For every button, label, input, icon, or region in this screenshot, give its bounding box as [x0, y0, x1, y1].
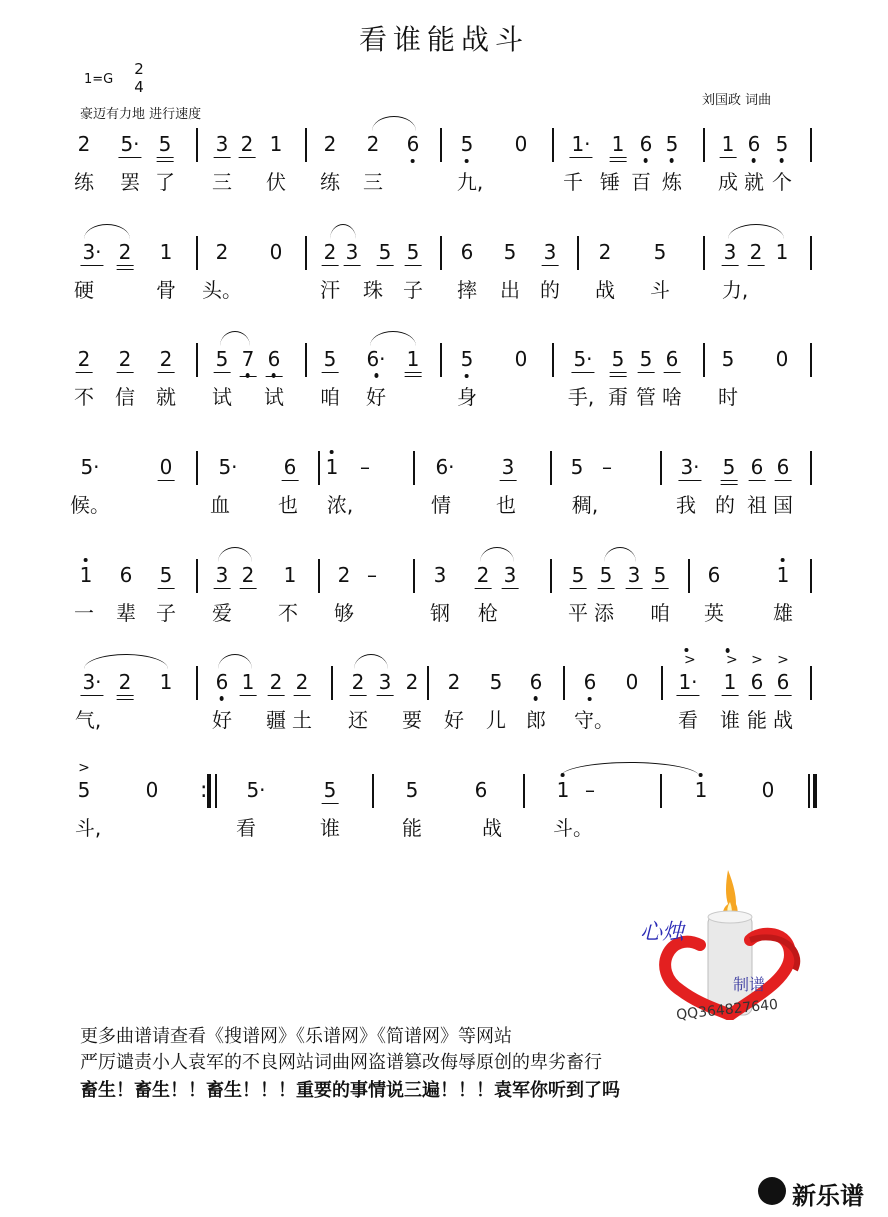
lyric: 力,: [721, 278, 749, 302]
key-signature: 1=G: [84, 72, 114, 87]
lyric: 伏: [266, 170, 286, 194]
lyric: 稠,: [571, 493, 599, 517]
note: 2: [337, 563, 351, 587]
note: > 6: [751, 670, 764, 694]
lyric: 九,: [456, 170, 484, 194]
note: 5: [460, 347, 474, 371]
note: 2: [269, 670, 283, 694]
lyric: 试: [212, 385, 232, 409]
lyric: 好: [212, 708, 232, 732]
lyric: 还: [348, 708, 368, 732]
lyric: 爱: [212, 601, 232, 625]
note: 5: [665, 132, 679, 156]
note: 3·: [82, 240, 102, 264]
note: 3: [501, 455, 515, 479]
lyric: 甭: [608, 385, 628, 409]
note: 0: [761, 778, 775, 802]
lyric: 看: [236, 816, 256, 840]
note: 2: [405, 670, 419, 694]
note: 1: [775, 240, 789, 264]
note: 5·: [80, 455, 100, 479]
note: > 6: [777, 670, 790, 694]
lyric: 浓,: [326, 493, 354, 517]
lyric: 血: [210, 493, 230, 517]
note: 0: [159, 455, 173, 479]
lyric: 三: [212, 170, 232, 194]
lyric: 时: [718, 385, 738, 409]
lyric: 看: [678, 708, 698, 732]
lyric: 英: [704, 601, 724, 625]
note: 0: [145, 778, 159, 802]
note: 5: [722, 455, 736, 479]
lyric: 情: [431, 493, 451, 517]
lyric: 疆: [266, 708, 286, 732]
note: 2: [351, 670, 365, 694]
lyric: 摔: [457, 278, 477, 302]
note: 7: [241, 347, 255, 371]
logo-qq-text: QQ364827640: [675, 996, 779, 1024]
note: 5·: [218, 455, 238, 479]
note: 3: [503, 563, 517, 587]
note: 5: [599, 563, 613, 587]
lyric: 土: [292, 708, 312, 732]
note: 0: [775, 347, 789, 371]
note: 1: [694, 778, 708, 802]
lyric: 个: [772, 170, 792, 194]
lyric: 战: [595, 278, 615, 302]
score-row-1: [0, 132, 888, 222]
note: –: [602, 455, 612, 479]
lyric: 不: [74, 385, 94, 409]
lyric: 也: [496, 493, 516, 517]
note: 2: [118, 670, 132, 694]
lyric: 管: [636, 385, 656, 409]
footer-line-3: 畜生！畜生！！畜生！！！重要的事情说三遍！！！袁军你听到了吗: [80, 1080, 620, 1101]
lyric: 骨: [156, 278, 176, 302]
tempo-marking: 豪迈有力地 进行速度: [80, 107, 202, 122]
lyric: 国: [773, 493, 793, 517]
note: 3: [215, 132, 229, 156]
note: 6: [583, 670, 597, 694]
note: > 1·: [678, 670, 697, 694]
lyric: 的: [715, 493, 735, 517]
note: 1: [611, 132, 625, 156]
note: 3: [627, 563, 641, 587]
score-row-6: [0, 670, 888, 760]
note: 5·: [120, 132, 140, 156]
note: 2: [241, 563, 255, 587]
note: 2: [476, 563, 490, 587]
lyric: 汗: [320, 278, 340, 302]
logo-name-text: 心烛: [640, 920, 685, 945]
note: 2: [323, 132, 337, 156]
lyric: 也: [278, 493, 298, 517]
lyric: 出: [500, 278, 520, 302]
note: 5: [460, 132, 474, 156]
footer-line-1: 更多曲谱请查看《搜谱网》《乐谱网》《简谱网》等网站: [80, 1026, 512, 1047]
lyric: 好: [366, 385, 386, 409]
note: 3: [543, 240, 557, 264]
note: 5: [323, 347, 337, 371]
lyric: 斗。: [553, 816, 593, 840]
lyric: 子: [403, 278, 423, 302]
note: 1: [325, 455, 339, 479]
note: –: [585, 778, 595, 802]
lyric: 要: [402, 708, 422, 732]
note: 2: [447, 670, 461, 694]
note: 5: [639, 347, 653, 371]
brand-name: 新乐谱: [792, 1182, 864, 1210]
lyric: 啥: [662, 385, 682, 409]
note: 5: [159, 563, 173, 587]
note: 6: [215, 670, 229, 694]
note: 6: [665, 347, 679, 371]
note: 3: [215, 563, 229, 587]
lyric: 就: [156, 385, 176, 409]
brand-disc-icon: [758, 1177, 786, 1205]
lyric: 雄: [773, 601, 793, 625]
logo-made-text: 制谱: [733, 975, 766, 994]
lyric: 了: [155, 170, 175, 194]
score-row-5: [0, 563, 888, 653]
note: 1: [159, 240, 173, 264]
note: 6: [529, 670, 543, 694]
note: 5·: [246, 778, 266, 802]
note: 5: [570, 455, 584, 479]
lyric: 子: [156, 601, 176, 625]
lyric: 能: [402, 816, 422, 840]
note: 5: [503, 240, 517, 264]
lyric: 好: [444, 708, 464, 732]
note: 6: [474, 778, 488, 802]
lyric: 罢: [120, 170, 140, 194]
lyric: 百: [631, 170, 651, 194]
lyric: 成: [718, 170, 738, 194]
lyric: 谁: [320, 816, 340, 840]
note: 0: [514, 347, 528, 371]
note: 0: [269, 240, 283, 264]
note: 2: [118, 240, 132, 264]
lyric: 一: [74, 601, 94, 625]
note: 6: [639, 132, 653, 156]
lyric: 硬: [74, 278, 94, 302]
note: 1: [283, 563, 297, 587]
note: 3: [433, 563, 447, 587]
note: 5: [653, 240, 667, 264]
note: 5: [405, 778, 419, 802]
note: 6: [750, 455, 764, 479]
lyric: 练: [320, 170, 340, 194]
note: 5·: [573, 347, 593, 371]
note: 1: [79, 563, 93, 587]
note: –: [367, 563, 377, 587]
note: 1: [269, 132, 283, 156]
lyric: 练: [74, 170, 94, 194]
lyric: 就: [744, 170, 764, 194]
footer-line-2: 严厉谴责小人袁军的不良网站词曲网盗谱篡改侮辱原创的卑劣畜行: [80, 1052, 602, 1073]
lyric: 咱: [320, 385, 340, 409]
note: 3: [723, 240, 737, 264]
note: 2: [749, 240, 763, 264]
lyric: 气,: [74, 708, 102, 732]
lyric: 够: [334, 601, 354, 625]
time-signature: [132, 60, 146, 96]
note: 5: [215, 347, 229, 371]
lyric: 我: [676, 493, 696, 517]
lyric: 斗,: [74, 816, 102, 840]
lyric: 头。: [202, 278, 242, 302]
lyric: 战: [773, 708, 793, 732]
lyric: 候。: [70, 493, 110, 517]
note: 2: [118, 347, 132, 371]
lyric: 咱: [650, 601, 670, 625]
lyric: 信: [115, 385, 135, 409]
note: 2: [159, 347, 173, 371]
note: 6: [460, 240, 474, 264]
score-row-4: [0, 455, 888, 545]
score-row-7: > 5 0 : 5· 5 5 6 1 – 1 0 斗, 看 谁 能 战 斗。: [0, 778, 888, 868]
lyric: 斗: [650, 278, 670, 302]
score-row-2: [0, 240, 888, 330]
note: 0: [625, 670, 639, 694]
lyric: 手,: [567, 385, 595, 409]
note: 1: [776, 563, 790, 587]
note: 2: [323, 240, 337, 264]
note: 5: [721, 347, 735, 371]
lyric: 添: [594, 601, 614, 625]
note: 5: [653, 563, 667, 587]
note: 5: [378, 240, 392, 264]
lyric: 儿: [486, 708, 506, 732]
note: 6: [776, 455, 790, 479]
note: 1: [159, 670, 173, 694]
lyric: 炼: [662, 170, 682, 194]
note: 6: [119, 563, 133, 587]
note: –: [360, 455, 370, 479]
lyric: 的: [540, 278, 560, 302]
lyric: 试: [264, 385, 284, 409]
note: 1: [556, 778, 570, 802]
lyric: 辈: [116, 601, 136, 625]
note: 5: [571, 563, 585, 587]
note: 6: [707, 563, 721, 587]
lyric: 三: [363, 170, 383, 194]
note: 5: [323, 778, 337, 802]
note: 2: [77, 347, 91, 371]
lyric: 战: [482, 816, 502, 840]
note: 5: [489, 670, 503, 694]
note: 6: [406, 132, 420, 156]
note: 6·: [435, 455, 455, 479]
note: 0: [514, 132, 528, 156]
note: 6: [283, 455, 297, 479]
note: > 5: [78, 778, 91, 802]
lyric: 锤: [600, 170, 620, 194]
lyric: 身: [457, 385, 477, 409]
note: 1·: [571, 132, 591, 156]
note: 3: [345, 240, 359, 264]
note: 5: [611, 347, 625, 371]
note: 5: [775, 132, 789, 156]
lyric: 能: [747, 708, 767, 732]
note: 2: [598, 240, 612, 264]
lyric: 郎: [526, 708, 546, 732]
note: 2: [366, 132, 380, 156]
score-row-3: [0, 347, 888, 437]
time-signature-top: 2: [134, 60, 144, 78]
note: 1: [721, 132, 735, 156]
lyric: 不: [278, 601, 298, 625]
lyric: 枪: [478, 601, 498, 625]
note: 2: [77, 132, 91, 156]
lyric: 谁: [720, 708, 740, 732]
lyric: 千: [563, 170, 583, 194]
note: 2: [240, 132, 254, 156]
lyric: 钢: [430, 601, 450, 625]
lyric: 祖: [747, 493, 767, 517]
lyric: 珠: [363, 278, 383, 302]
note: 1: [406, 347, 420, 371]
note: > 1: [724, 670, 737, 694]
note: 1: [241, 670, 255, 694]
lyric: 守。: [574, 708, 614, 732]
note: 2: [295, 670, 309, 694]
note: 3: [378, 670, 392, 694]
note: 6: [267, 347, 281, 371]
note: 5: [406, 240, 420, 264]
time-signature-bottom: 4: [134, 78, 144, 96]
note: 6·: [366, 347, 386, 371]
note: 3·: [82, 670, 102, 694]
lyric: 平: [568, 601, 588, 625]
composer-credit: 刘国政 词曲: [702, 93, 772, 108]
page-title: 看谁能战斗: [358, 23, 529, 56]
note: 5: [158, 132, 172, 156]
note: 6: [747, 132, 761, 156]
note: 2: [215, 240, 229, 264]
note: 3·: [680, 455, 700, 479]
